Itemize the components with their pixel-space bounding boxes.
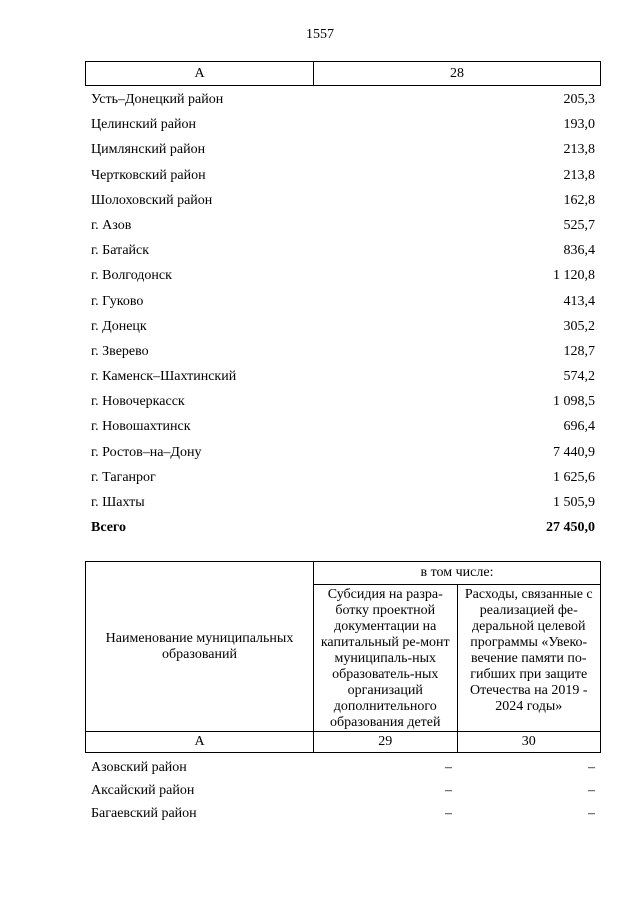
row-name: г. Азов: [91, 217, 132, 233]
row-value: 1 505,9: [553, 495, 595, 510]
row-value-29: –: [445, 806, 452, 821]
row-name: Чертковский район: [91, 167, 206, 183]
row-value: 213,8: [563, 167, 595, 183]
row-value: 162,8: [563, 192, 595, 208]
row-name: Усть–Донецкий район: [91, 92, 224, 107]
row-value: 128,7: [563, 343, 595, 359]
group-header: в том числе:: [314, 562, 601, 585]
table-row: [85, 339, 601, 364]
row-value: 1 120,8: [553, 268, 595, 284]
table-row: [85, 757, 601, 780]
page-number: 1557: [306, 27, 334, 42]
index-col-29: 29: [314, 732, 458, 753]
row-value: 305,2: [563, 318, 595, 334]
row-name: г. Ростов–на–Дону: [91, 444, 202, 460]
table-row: [85, 213, 601, 238]
table-row: [85, 314, 601, 339]
row-name: Целинский район: [91, 117, 196, 133]
total-value: 27 450,0: [546, 520, 595, 536]
row-value-29: –: [445, 783, 452, 798]
row-value: 696,4: [563, 419, 595, 435]
row-value: 213,8: [563, 142, 595, 158]
row-value-30: –: [588, 760, 595, 775]
row-name: г. Зверево: [91, 343, 149, 359]
row-name: г. Донецк: [91, 318, 147, 334]
row-value: 193,0: [563, 117, 595, 133]
row-name: г. Шахты: [91, 495, 145, 510]
row-name: Цимлянский район: [91, 142, 206, 158]
row-name: г. Таганрог: [91, 469, 156, 485]
table1-body: [85, 87, 601, 540]
row-name: г. Батайск: [91, 243, 150, 259]
table-row: [85, 289, 601, 314]
row-value-29: –: [445, 760, 452, 775]
row-value: 205,3: [563, 92, 595, 107]
index-col-a: А: [86, 732, 314, 753]
row-value: 525,7: [563, 217, 595, 233]
table-row: [85, 163, 601, 188]
row-name: Азовский район: [91, 760, 187, 775]
row-name: г. Волгодонск: [91, 268, 172, 284]
row-name: Аксайский район: [91, 783, 195, 798]
row-value-30: –: [588, 806, 595, 821]
row-name: г. Новошахтинск: [91, 419, 191, 435]
table-row: [85, 803, 601, 826]
table-row: [85, 238, 601, 263]
row-name: г. Каменск–Шахтинский: [91, 369, 237, 385]
table-row: [85, 780, 601, 803]
row-name: г. Новочеркасск: [91, 394, 185, 410]
table-row: [85, 414, 601, 439]
table-row: [85, 188, 601, 213]
index-col-30: 30: [457, 732, 601, 753]
row-name: Шолоховский район: [91, 192, 213, 208]
table-row: [85, 263, 601, 288]
col29-header: Субсидия на разра-ботку проектной документации на капитальный ре-монт муниципаль-ных образователь-ных организаций дополнительного образования детей: [314, 585, 458, 732]
total-label: Всего: [91, 520, 126, 536]
table-row: [85, 440, 601, 465]
table-row: [85, 87, 601, 112]
table2-body: [85, 757, 601, 826]
table-row: [85, 112, 601, 137]
table1-header-col-a: А: [86, 62, 314, 85]
row-name: г. Гуково: [91, 293, 144, 309]
row-value: 1 625,6: [553, 469, 595, 485]
row-value: 7 440,9: [553, 444, 595, 460]
table-row: [85, 389, 601, 414]
row-value-30: –: [588, 783, 595, 798]
table2-header: [85, 561, 601, 753]
row-value: 836,4: [563, 243, 595, 259]
name-column-header: Наименование муниципальных образований: [86, 562, 314, 732]
table-row: [85, 364, 601, 389]
table1-header-col-28: 28: [450, 65, 464, 81]
table-row: [85, 137, 601, 162]
table1-header: [85, 61, 601, 86]
table-total-row: [85, 515, 601, 540]
row-value: 574,2: [563, 369, 595, 385]
row-value: 413,4: [563, 293, 595, 309]
col30-header: Расходы, связанные с реализацией фе-деральной целевой программы «Увеко-вечение памяти по-гибших при защите Отечества на 2019 - 2024 годы»: [457, 585, 601, 732]
table-row: [85, 465, 601, 490]
row-name: Багаевский район: [91, 806, 197, 821]
table-row: [85, 490, 601, 515]
row-value: 1 098,5: [553, 394, 595, 410]
